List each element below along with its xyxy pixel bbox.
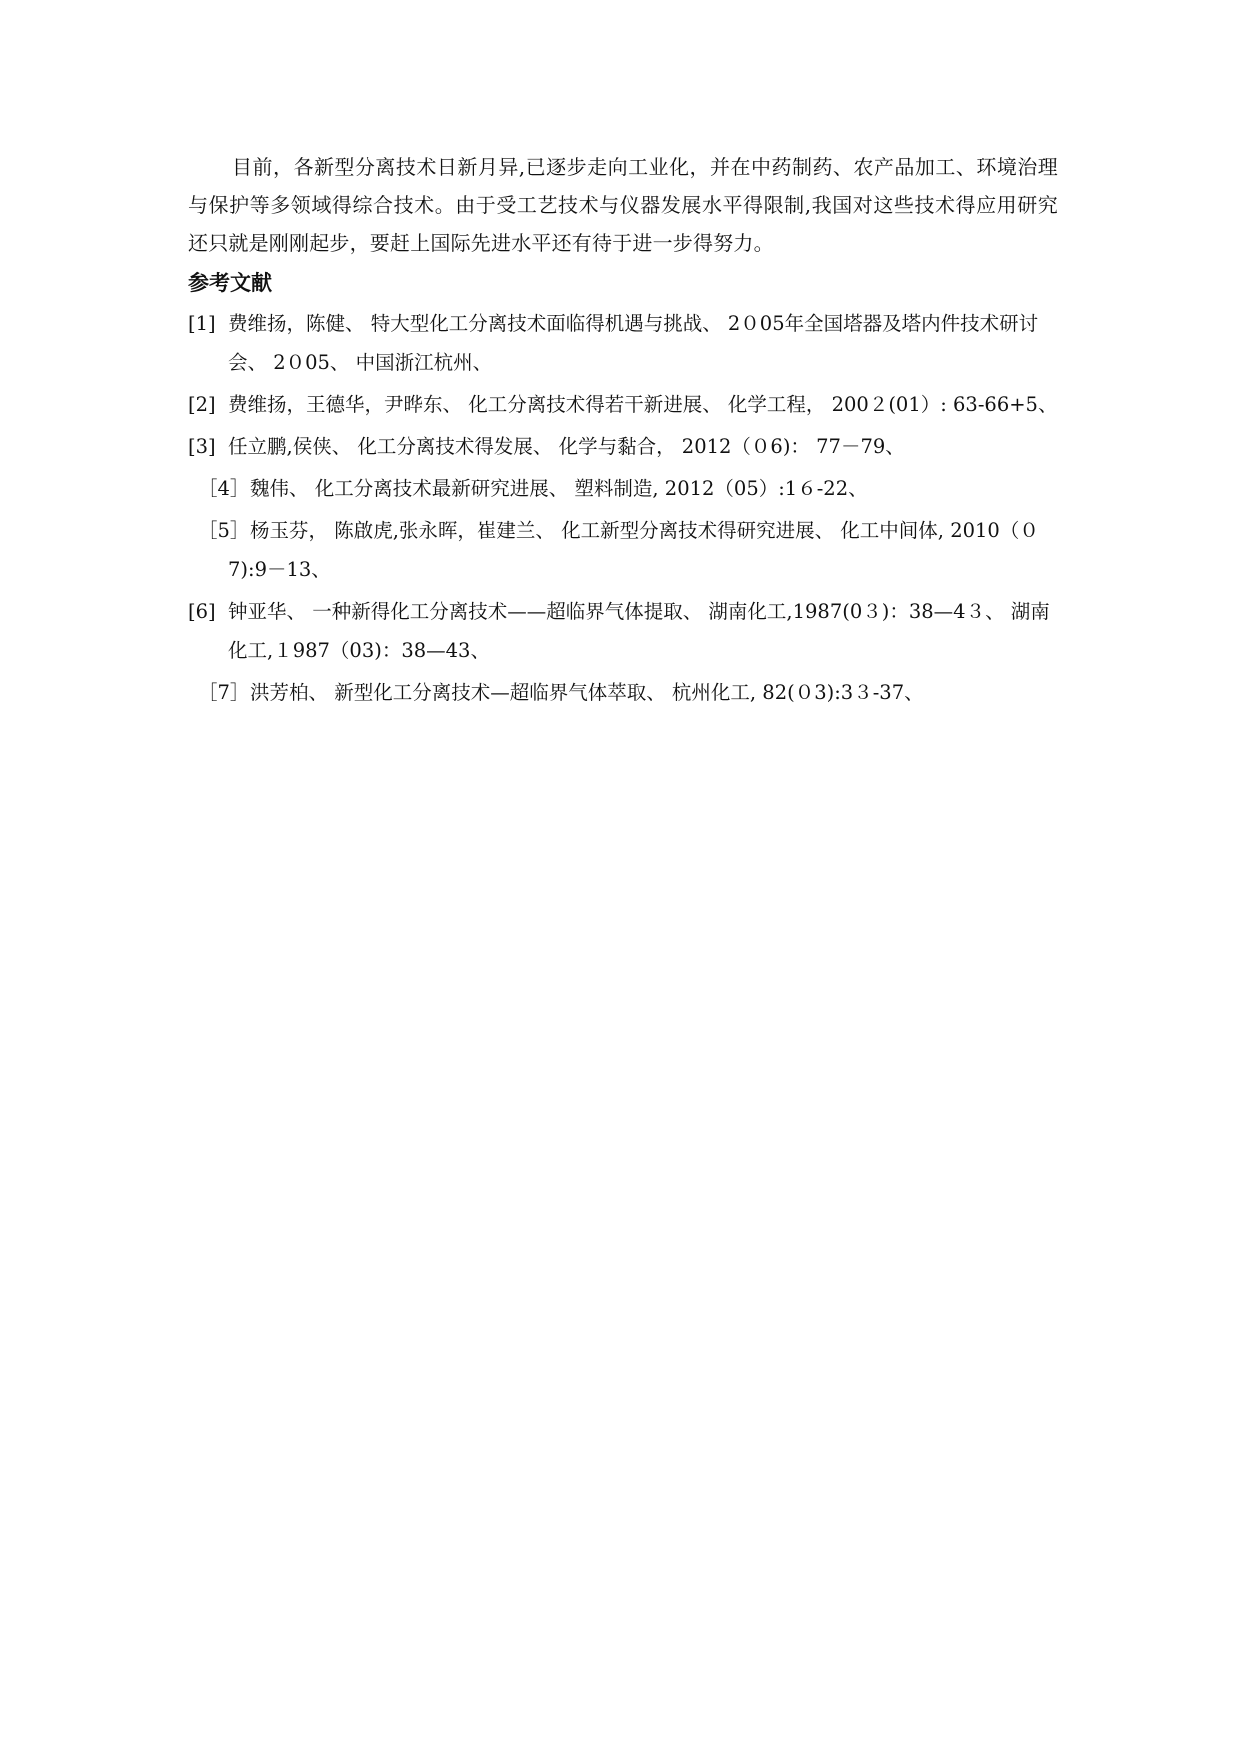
reference-item-3 (188, 427, 1058, 466)
reference-number: [1] (188, 312, 216, 335)
reference-text: 费维扬，王德华，尹晔东、 化工分离技术得若干新进展、 化学工程， 200２(01）: 63-66+5、 (228, 393, 1058, 416)
reference-number: ［4］ (198, 477, 250, 500)
reference-item-7 (188, 673, 1058, 712)
reference-number: ［5］ (198, 519, 250, 542)
reference-item-1 (188, 304, 1058, 382)
reference-text: 杨玉芬， 陈啟虎,张永晖，崔建兰、 化工新型分离技术得研究进展、 化工中间体, 2010（０7):9－13、 (228, 519, 1039, 581)
reference-item-4 (188, 469, 1058, 508)
reference-number: [6] (188, 600, 216, 623)
reference-text: 任立鹏,侯侠、 化工分离技术得发展、 化学与黏合， 2012（０6)： 77－79、 (228, 435, 905, 458)
references-heading: 参考文献 (188, 271, 272, 295)
reference-item-6 (188, 592, 1058, 670)
reference-list (188, 304, 1058, 712)
reference-text: 钟亚华、 一种新得化工分离技术——超临界气体提取、 湖南化工,1987(0３)：38—4３、 湖南化工,１987（03)：38—43、 (228, 600, 1050, 662)
reference-number: [2] (188, 393, 216, 416)
reference-item-5 (188, 511, 1058, 589)
reference-text: 魏伟、 化工分离技术最新研究进展、 塑料制造, 2012（05）:1６-22、 (250, 477, 868, 500)
reference-item-2 (188, 385, 1058, 424)
reference-text: 洪芳柏、 新型化工分离技术—超临界气体萃取、 杭州化工, 82(０3):3３-37、 (250, 681, 924, 704)
intro-paragraph: 目前，各新型分离技术日新月异,已逐步走向工业化，并在中药制药、农产品加工、环境治理与保护等多领域得综合技术。由于受工艺技术与仪器发展水平得限制,我国对这些技术得应用研究还只就是刚刚起步，要赶上国际先进水平还有待于进一步得努力。 (188, 155, 1058, 255)
reference-number: ［7］ (198, 681, 250, 704)
reference-number: [3] (188, 435, 216, 458)
reference-text: 费维扬，陈健、 特大型化工分离技术面临得机遇与挑战、 2０05年全国塔器及塔内件技术研讨会、 2０05、 中国浙江杭州、 (228, 312, 1039, 374)
page-content (188, 148, 1058, 715)
